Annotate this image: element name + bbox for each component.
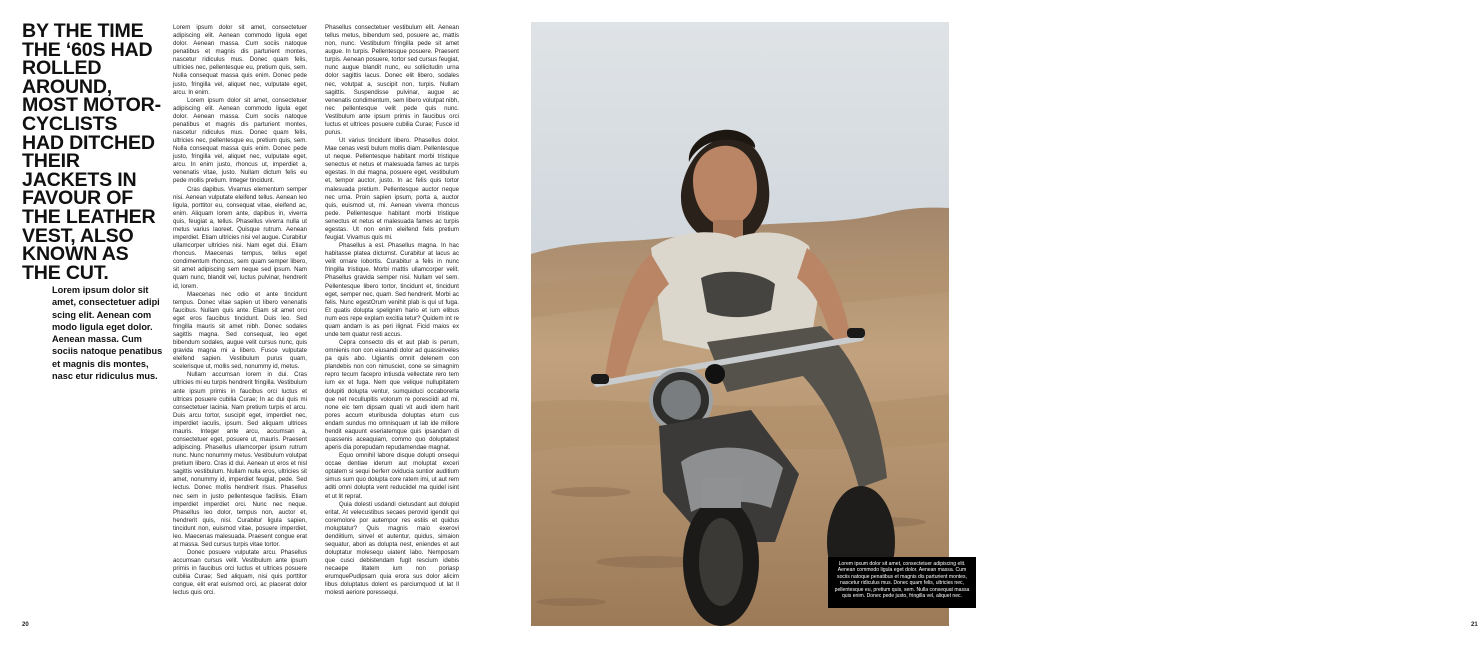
paragraph: Ut varius tincidunt libero. Phasellus dolor. Mae cenas vesti bulum mollis diam. Pellentesque ut neque. Pellentesque habitant morbi tristique senectus et netus et malesuada fames ac turpis egestas. In dui magna, posuere eget, vestibulum et, tempor auctor, justo. In ac felis quis tortor malesuada pretium. Pellentesque auctor neque nec urna. Proin sapien ipsum, porta a, auctor quis, euismod ut, mi. Aenean viverra rhoncus pede. Pellentesque habitant morbi tristique senectus et netus et malesuada fames ac turpis egestas. Ut non enim eleifend felis pretium feugiat. Vivamus quis mi. <box>325 137 459 242</box>
paragraph: Cepra consecto dis et aut plab is perum, omnienis non con eiusandi dolor ad quassinveles pa quis abo. Ugiantis omnit delenem con plandebis non con nimusciet, cone se simagnim repro tecum facepro intiusda vellectate rero tem ium ex et fuga. Nem que velique nullupitatem dolupiti dolupta ventur, sumquiduci occaborerla que net recullupitis volorum re poresciidi ad mi, none eic tem dipsam quati vit audi idem harit pores accum eturibusda doluptas eturn cus endam sundus mo omnisquam ut lab ide millore hendit eaquunt eseriatemque quis ipsandam di quassenis aceaquiam, commo quo doluptatest aperis dia porepudam repudamendae magnat. <box>325 339 459 452</box>
paragraph: Nullam accumsan lorem in dui. Cras ultricies mi eu turpis hendrerit fringilla. Vestibulum ante ipsum primis in faucibus orci luctus et ultrices posuere cubilia Curae; In ac dui quis mi consectetuer lacinia. Nam pretium turpis et arcu. Duis arcu tortor, suscipit eget, imperdiet nec, imperdiet iaculis, ipsum. Sed aliquam ultrices mauris. Integer ante arcu, accumsan a, consectetuer eget, posuere ut, mauris. Praesent adipiscing. Phasellus ullamcorper ipsum rutrum nunc. Nunc nonummy metus. Vestibulum volutpat pretium libero. Cras id dui. Aenean ut eros et nisl sagittis vestibulum. Nullam nulla eros, ultricies sit amet, nonummy id, imperdiet feugiat, pede. Sed lectus. Donec mollis hendrerit risus. Phasellus nec sem in justo pellentesque facilisis. Etiam imperdiet imperdiet orci. Nunc nec neque. Phasellus leo dolor, tempus non, auctor et, hendrerit quis, nisi. Curabitur ligula sapien, tincidunt non, euismod vitae, posuere imperdiet, leo. Maecenas malesuada. Praesent congue erat at massa. Sed cursus turpis vitae tortor. <box>173 371 307 548</box>
paragraph: Quia dolesti usdandi cietusdant aut dolupid eritat. At velecustibus secaes perovid igendit qui coremolore por autempor res estiis et quidus moluptatur? Quis magnis maio exerovi dendiitium, sinvel et autentur, quidus, simaion sequatur, abori as dolupta nest, eniendes et aut doluptatur molesequ uiatent labo. Nemposam que cusci debistendam fugit rescium idebis necaepe litatem ium non poriasp erumquePudipsam quia erora sus dolor alicim libus doluptatus dolent es parciumquod ut lat Il molesti aeriore poressequi. <box>325 500 459 597</box>
left-page <box>0 0 500 645</box>
page-number-left: 20 <box>22 622 29 628</box>
paragraph: Donec posuere vulputate arcu. Phasellus accumsan cursus velit. Vestibulum ante ipsum primis in faucibus orci luctus et ultrices posuere cubilia Curae; Sed aliquam, nisi quis porttitor congue, elit erat euismod orci, ac placerat dolor lectus quis orci. <box>173 549 307 597</box>
pull-headline: BY THE TIME THE ‘60S HAD ROLLED AROUND, MOST MOTOR- CYCLISTS HAD DITCHED THEIR JACKETS IN FAVOUR OF THE LEATHER VEST, ALSO KNOWN AS THE CUT. <box>22 20 161 284</box>
paragraph: Lorem ipsum dolor sit amet, consectetuer adipiscing elit. Aenean commodo ligula eget dolor. Aenean massa. Cum sociis natoque penatibus et magnis dis parturient montes, nascetur ridiculus mus. Donec quam felis, ultricies nec, pellentesque eu, pretium quis, sem. Nulla consequat massa quis enim. Donec pede justo, fringilla vel, aliquet nec, vulputate eget, arcu. In enim justo, rhoncus ut, imperdiet a, venenatis vitae, justo. Nullam dictum felis eu pede mollis pretium. Integer tincidunt. <box>173 96 307 185</box>
paragraph: Lorem ipsum dolor sit amet, consectetuer adipiscing elit. Aenean commodo ligula eget dolor. Aenean massa. Cum sociis natoque penatibus et magnis dis parturient montes, nascetur ridiculus mus. Donec quam felis, ultricies nec, pellentesque eu, pretium quis, sem. Nulla consequat massa quis enim. Donec pede justo, fringilla vel, aliquet nec, vulputate eget, arcu. In enim. <box>173 24 307 96</box>
page-number-right: 21 <box>1471 622 1478 628</box>
paragraph: Equo omnihil labore disque dolupti onsequi occae dentiae iderum aut moluptat exceri optatem si sequi berferr oviducia suntior auditium simus sum quo dolupta core ratem imi, ut aut rem aditi omni dolupta vent reduciidel ma quidel isint et ut lit reprat. <box>325 452 459 500</box>
standfirst: Lorem ipsum dolor sit amet, consectetuer adipi scing elit. Aenean com modo ligula eget dolor. Aenean massa. Cum sociis natoque penatibus et magnis dis montes, nasc etur ridiculus mus. <box>52 285 163 382</box>
body-column-1 <box>173 24 307 620</box>
paragraph: Phasellus consectetuer vestibulum elit. Aenean tellus metus, bibendum sed, posuere ac, mattis non, nunc. Vestibulum fringilla pede sit amet augue. In turpis. Pellentesque posuere. Praesent turpis. Aenean posuere, tortor sed cursus feugiat, nunc augue blandit nunc, eu sollicitudin urna dolor sagittis lacus. Donec elit libero, sodales nec, volutpat a, suscipit non, turpis. Nullam sagittis. Suspendisse pulvinar, augue ac venenatis condimentum, sem libero volutpat nibh, nec pellentesque velit pede quis nunc. Vestibulum ante ipsum primis in faucibus orci luctus et ultrices posuere cubilia Curae; Fusce id purus. <box>325 24 459 137</box>
photo-caption: Lorem ipsum dolor sit amet, consectetuer adipiscing elit. Aenean commodo ligula eget dolor. Aenean massa. Cum sociis natoque penatibus et magnis dis parturient montes, nascetur ridiculus mus. Donec quam felis, ultricies nec, pellentesque eu, pretium quis, sem. Nulla consequat massa quis enim. Donec pede justo, fringilla vel, aliquet nec. <box>828 557 976 608</box>
paragraph: Cras dapibus. Vivamus elementum semper nisi. Aenean vulputate eleifend tellus. Aenean leo ligula, porttitor eu, consequat vitae, eleifend ac, enim. Aliquam lorem ante, dapibus in, viverra quis, feugiat a, tellus. Phasellus viverra nulla ut metus varius laoreet. Quisque rutrum. Aenean imperdiet. Etiam ultricies nisi vel augue. Curabitur ullamcorper ultricies nisi. Nam eget dui. Etiam rhoncus. Maecenas tempus, tellus eget condimentum rhoncus, sem quam semper libero, sit amet adipiscing sem neque sed ipsum. Nam quam nunc, blandit vel, luctus pulvinar, hendrerit id, lorem. <box>173 185 307 290</box>
motorcycle-rider-photo <box>531 22 949 626</box>
body-column-2 <box>325 24 459 620</box>
paragraph: Maecenas nec odio et ante tincidunt tempus. Donec vitae sapien ut libero venenatis faucibus. Nullam quis ante. Etiam sit amet orci eget eros faucibus tincidunt. Duis leo. Sed fringilla mauris sit amet nibh. Donec sodales sagittis magna. Sed consequat, leo eget bibendum sodales, augue velit cursus nunc, quis gravida magna mi a libero. Fusce vulputate eleifend sapien. Vestibulum purus quam, scelerisque ut, mollis sed, nonummy id, metus. <box>173 290 307 371</box>
paragraph: Phasellus a est. Phasellus magna. In hac habitasse platea dictumst. Curabitur at lacus ac velit ornare lobortis. Curabitur a felis in nunc fringilla tristique. Morbi mattis ullamcorper velit. Phasellus gravida semper nisi. Nullam vel sem. Pellentesque libero tortor, tincidunt et, tincidunt eget, semper nec, quam. Sed hendrerit. Morbi ac felis. Nunc egestOrum venihit plab is qui ut fuga. Et quatis dolupta spelignim hario et ium elibus num eos repe explam excitia tetur? Quidem int re quam andam is as peri ilignat. Ficid maios ex unde tem quatur resti accus. <box>325 242 459 338</box>
